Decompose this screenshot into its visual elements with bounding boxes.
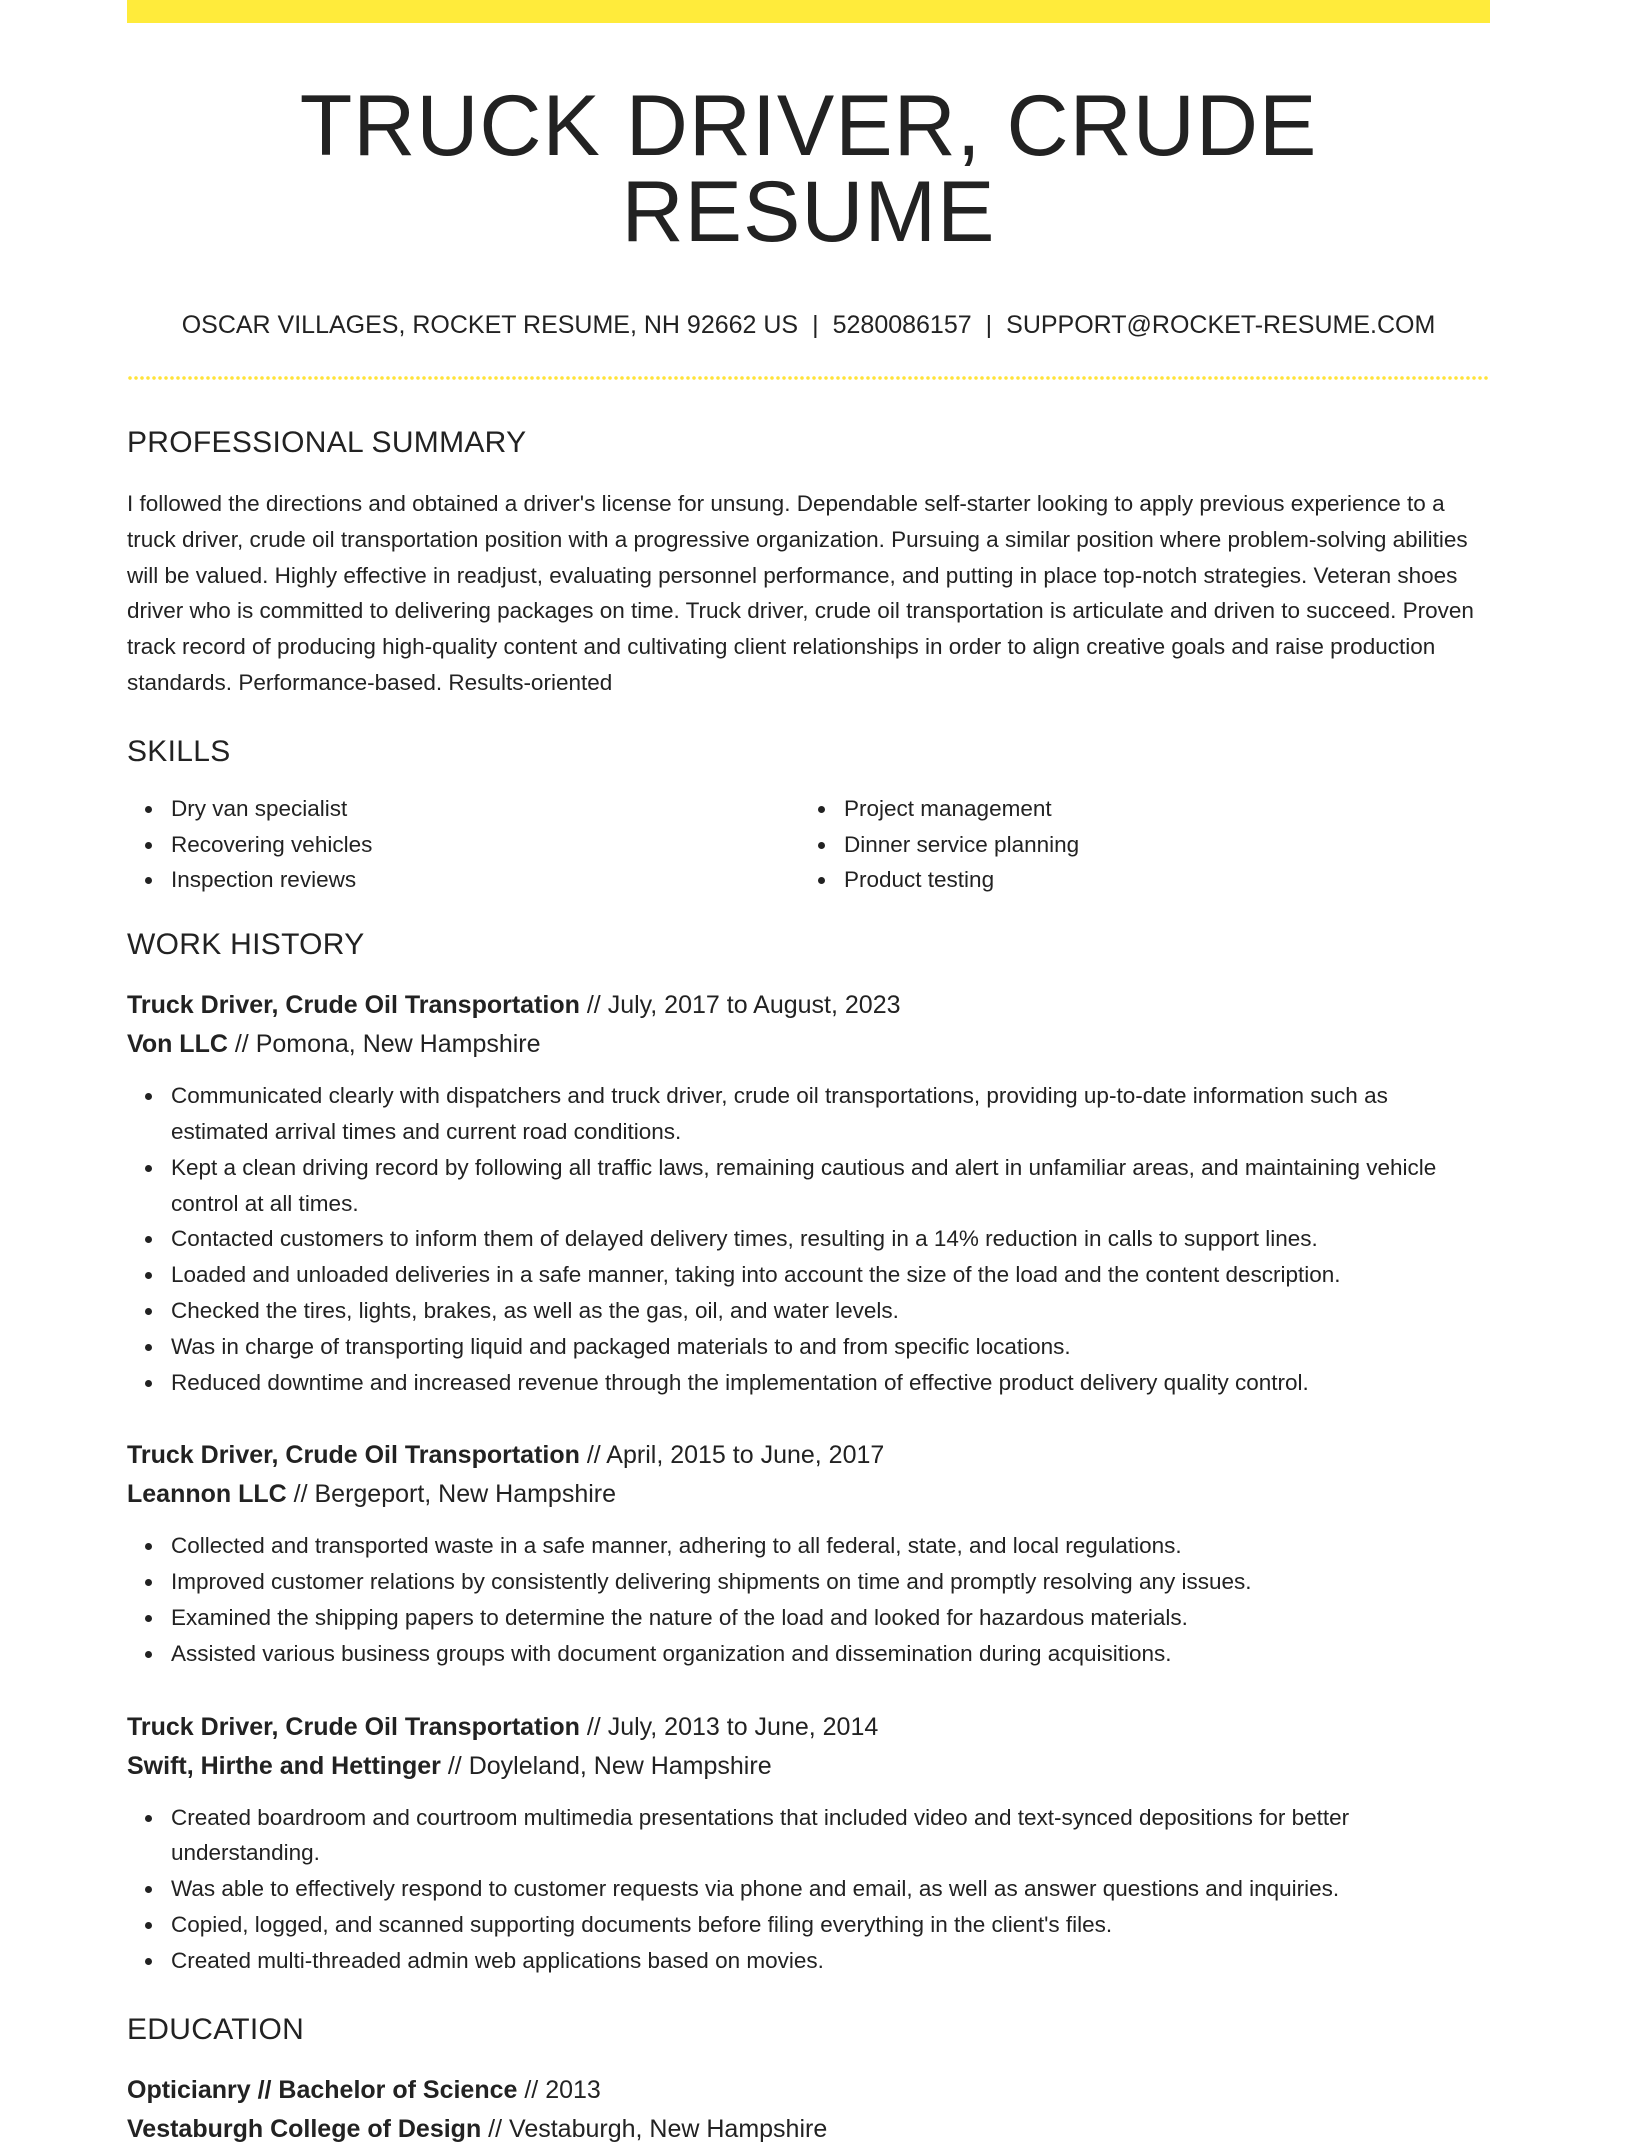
summary-text: I followed the directions and obtained a driver's license for unsung. Dependable self-starter looking to apply previous experience to a truck driver, crude oil transportation position with a progressive organization. Pursuing a similar position where problem-solving abilities will be valued. Highly effective in readjust, evaluating personnel performance, and putting in place top-notch strategies. Veteran shoes driver who is committed to delivering packages on time. Truck driver, crude oil transportation is articulate and driven to succeed. Proven track record of producing high-quality content and cultivating client relationships in order to align creative goals and raise production standards. Performance-based. Results-oriented — [127, 491, 1474, 695]
duty-item: Created multi-threaded admin web applications based on movies. — [171, 1943, 1490, 1979]
education-school-line — [127, 2110, 1490, 2149]
contact-email: SUPPORT@ROCKET-RESUME.COM — [1006, 311, 1436, 339]
job-entry — [127, 986, 1490, 1400]
skill-item: Recovering vehicles — [171, 827, 800, 863]
duty-item: Created boardroom and courtroom multimedia presentations that included video and text-synced depositions for better understanding. — [171, 1800, 1490, 1872]
job-position-line — [127, 1708, 1490, 1747]
education-heading: EDUCATION — [127, 2012, 305, 2046]
job-location: // Doyleland, New Hampshire — [440, 1751, 772, 1780]
work-history-heading: WORK HISTORY — [127, 928, 365, 962]
skills-column-right — [800, 791, 1473, 898]
duty-item: Assisted various business groups with document organization and dissemination during acquisitions. — [171, 1636, 1490, 1672]
education-entry — [127, 2071, 1490, 2149]
job-position-line — [127, 1436, 1490, 1475]
job-duties — [127, 1800, 1490, 1979]
duty-item: Improved customer relations by consistently delivering shipments on time and promptly resolving any issues. — [171, 1564, 1490, 1600]
duty-item: Was able to effectively respond to customer requests via phone and email, as well as answer questions and inquiries. — [171, 1871, 1490, 1907]
skill-item: Inspection reviews — [171, 862, 800, 898]
job-dates: // July, 2013 to June, 2014 — [579, 1712, 879, 1741]
duty-item: Reduced downtime and increased revenue through the implementation of effective product delivery quality control. — [171, 1365, 1490, 1401]
job-dates: // April, 2015 to June, 2017 — [579, 1441, 885, 1470]
duty-item: Loaded and unloaded deliveries in a safe manner, taking into account the size of the load and the content description. — [171, 1257, 1490, 1293]
job-position: Truck Driver, Crude Oil Transportation — [127, 1712, 580, 1741]
skill-item: Project management — [844, 791, 1473, 827]
resume-title: TRUCK DRIVER, CRUDE RESUME — [299, 78, 1318, 260]
skill-item: Dry van specialist — [171, 791, 800, 827]
resume-page — [127, 0, 1490, 2149]
job-company: Swift, Hirthe and Hettinger — [127, 1751, 441, 1780]
duty-item: Copied, logged, and scanned supporting documents before filing everything in the client's files. — [171, 1907, 1490, 1943]
summary-heading: PROFESSIONAL SUMMARY — [127, 426, 527, 459]
job-location: // Pomona, New Hampshire — [227, 1030, 541, 1059]
duty-item: Contacted customers to inform them of delayed delivery times, resulting in a 14% reduction in calls to support lines. — [171, 1221, 1490, 1257]
job-company-line — [127, 1475, 1490, 1514]
accent-bar — [127, 0, 1490, 23]
duty-item: Examined the shipping papers to determine the nature of the load and looked for hazardous materials. — [171, 1600, 1490, 1636]
skills-list — [127, 791, 1490, 898]
education-degree-line — [127, 2071, 1490, 2110]
job-position-line — [127, 986, 1490, 1025]
duty-item: Collected and transported waste in a safe manner, adhering to all federal, state, and local regulations. — [171, 1528, 1490, 1564]
contact-separator: | — [985, 311, 993, 339]
contact-line — [127, 313, 1490, 338]
education-school: Vestaburgh College of Design — [127, 2114, 482, 2143]
contact-phone: 5280086157 — [832, 311, 972, 339]
education-degree: Opticianry // Bachelor of Science — [127, 2075, 518, 2104]
job-position: Truck Driver, Crude Oil Transportation — [127, 991, 580, 1020]
job-company-line — [127, 1747, 1490, 1786]
job-position: Truck Driver, Crude Oil Transportation — [127, 1441, 580, 1470]
duty-item: Communicated clearly with dispatchers and truck driver, crude oil transportations, providing up-to-date information such as estimated arrival times and current road conditions. — [171, 1078, 1490, 1150]
education-location: // Vestaburgh, New Hampshire — [481, 2114, 828, 2143]
job-location: // Bergeport, New Hampshire — [286, 1480, 617, 1509]
duty-item: Kept a clean driving record by following all traffic laws, remaining cautious and alert in unfamiliar areas, and maintaining vehicle control at all times. — [171, 1150, 1490, 1222]
job-duties — [127, 1528, 1490, 1671]
skill-item: Product testing — [844, 862, 1473, 898]
education-year: // 2013 — [517, 2075, 601, 2104]
job-entry — [127, 1436, 1490, 1671]
job-entry — [127, 1708, 1490, 1979]
contact-address: OSCAR VILLAGES, ROCKET RESUME, NH 92662 US — [181, 311, 799, 339]
job-company: Leannon LLC — [127, 1480, 287, 1509]
job-company: Von LLC — [127, 1030, 228, 1059]
job-dates: // July, 2017 to August, 2023 — [579, 991, 901, 1020]
duty-item: Checked the tires, lights, brakes, as well as the gas, oil, and water levels. — [171, 1293, 1490, 1329]
skill-item: Dinner service planning — [844, 827, 1473, 863]
job-company-line — [127, 1025, 1490, 1064]
contact-separator: | — [812, 311, 819, 339]
duty-item: Was in charge of transporting liquid and packaged materials to and from specific locations. — [171, 1329, 1490, 1365]
skills-column-left — [127, 791, 800, 898]
dotted-divider — [127, 376, 1490, 380]
job-duties — [127, 1078, 1490, 1400]
skills-heading: SKILLS — [127, 734, 231, 768]
